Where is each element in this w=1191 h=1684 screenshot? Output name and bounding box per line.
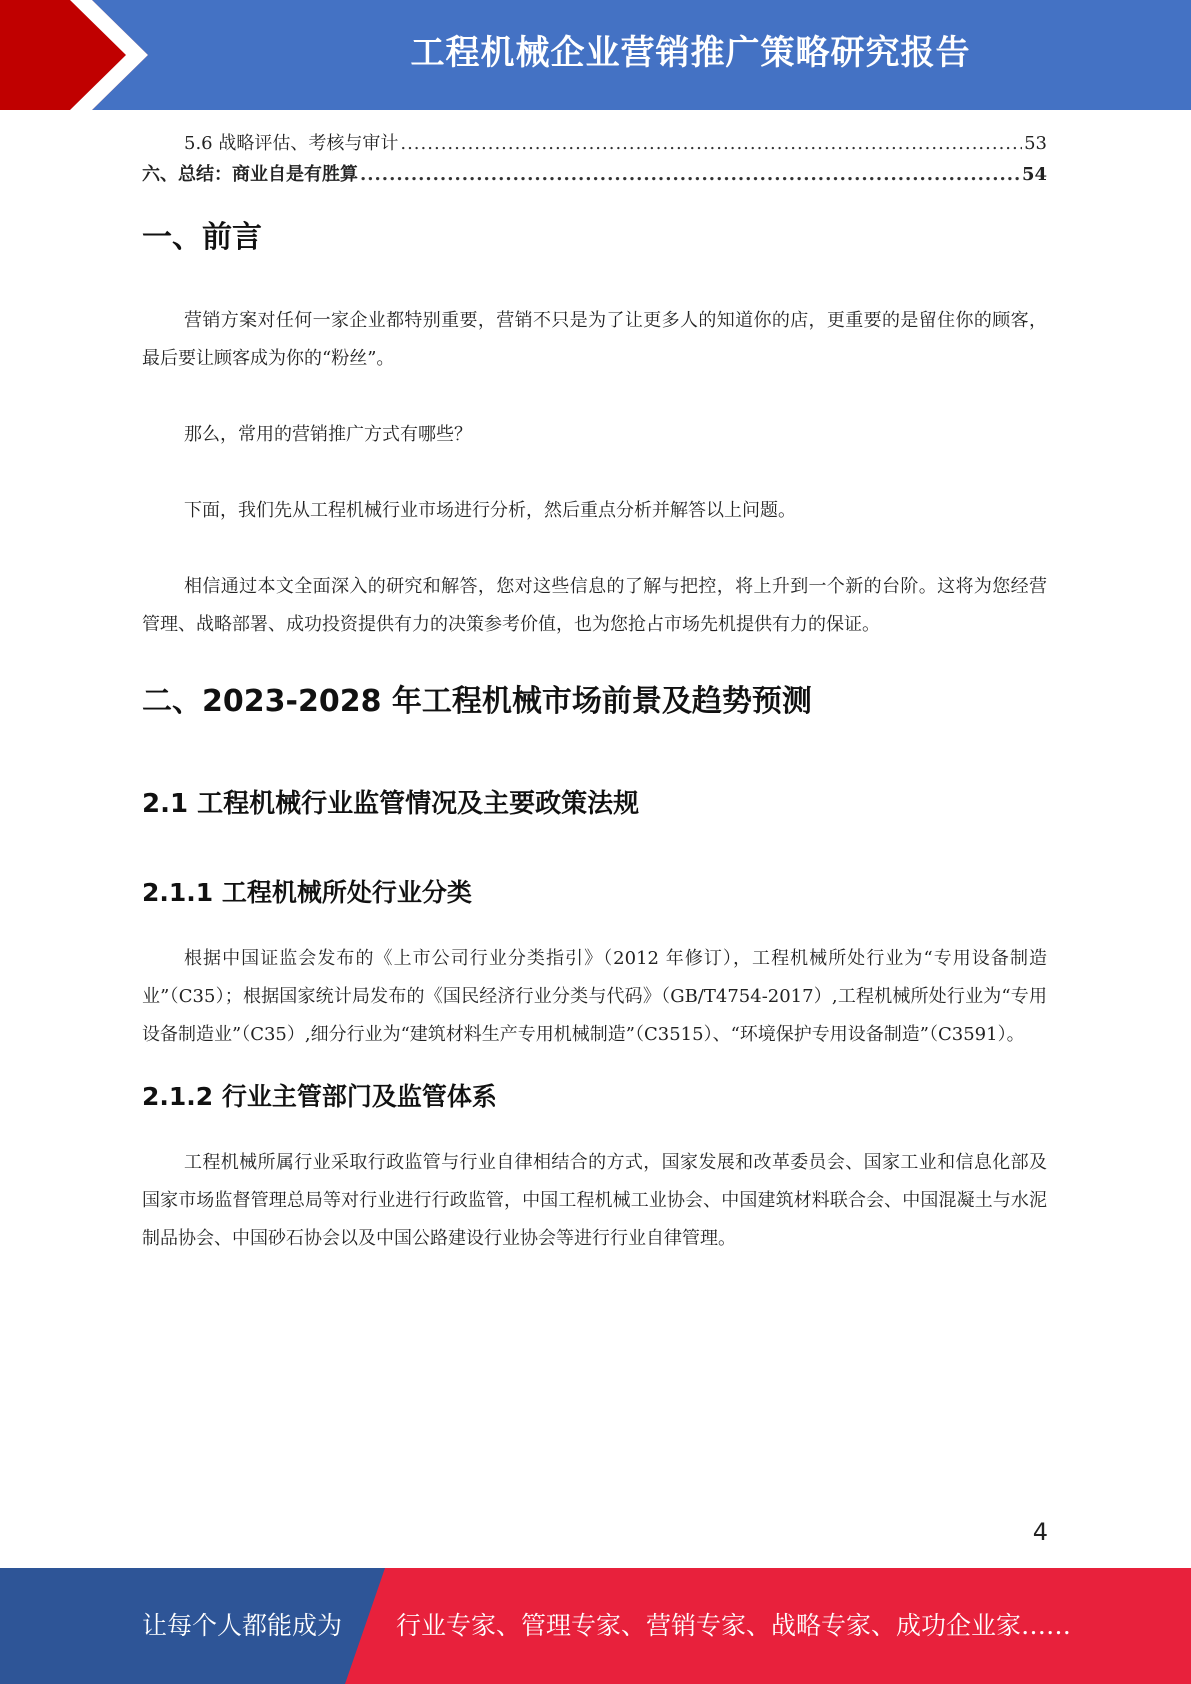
industry-classification-heading: 2.1.1 工程机械所处行业分类 <box>142 878 472 907</box>
table-of-contents <box>142 128 1047 190</box>
footer-slogan-right: 行业专家、管理专家、营销专家、战略专家、成功企业家…… <box>396 1611 1072 1640</box>
toc-entry-page: 54 <box>1021 164 1047 185</box>
regulatory-system-heading: 2.1.2 行业主管部门及监管体系 <box>142 1082 497 1111</box>
toc-entry[interactable] <box>142 159 1047 190</box>
regulatory-system-paragraph: 工程机械所属行业采取行政监管与行业自律相结合的方式，国家发展和改革委员会、国家工业和信息化部及国家市场监督管理总局等对行业进行行政监管，中国工程机械工业协会、中国建筑材料联合会、中国混凝土与水泥制品协会、中国砂石协会以及中国公路建设行业协会等进行行业自律管理。 <box>142 1152 1047 1249</box>
report-title: 工程机械企业营销推广策略研究报告 <box>410 33 971 73</box>
preface-paragraph: 下面，我们先从工程机械行业市场进行分析，然后重点分析并解答以上问题。 <box>184 500 796 521</box>
toc-entry-label: 5.6 战略评估、考核与审计 <box>184 133 399 154</box>
preface-paragraph: 相信通过本文全面深入的研究和解答，您对这些信息的了解与把控，将上升到一个新的台阶。这将为您经营管理、战略部署、成功投资提供有力的决策参考价值，也为您抢占市场先机提供有力的保证。 <box>142 576 1047 635</box>
toc-leader-dots <box>360 159 1020 190</box>
toc-entry-page: 53 <box>1024 133 1047 154</box>
market-forecast-heading: 二、2023-2028 年工程机械市场前景及趋势预测 <box>142 684 812 719</box>
preface-paragraph: 那么，常用的营销推广方式有哪些？ <box>184 424 472 445</box>
page-content <box>142 128 1047 1258</box>
regulation-policy-heading: 2.1 工程机械行业监管情况及主要政策法规 <box>142 789 640 819</box>
page-header <box>0 0 1191 110</box>
page-number: 4 <box>1032 1518 1048 1546</box>
preface-heading: 一、前言 <box>142 220 262 255</box>
toc-entry[interactable] <box>142 128 1047 159</box>
toc-leader-dots <box>400 128 1022 159</box>
header-red-chevron <box>0 0 148 110</box>
page-footer <box>0 1568 1191 1684</box>
footer-slogan-left: 让每个人都能成为 <box>142 1611 343 1640</box>
header-chevron-graphic <box>0 0 160 110</box>
preface-paragraph: 营销方案对任何一家企业都特别重要，营销不只是为了让更多人的知道你的店，更重要的是留住你的顾客，最后要让顾客成为你的“粉丝”。 <box>142 310 1047 369</box>
toc-entry-label: 六、总结：商业自是有胜算 <box>142 164 358 185</box>
industry-classification-paragraph: 根据中国证监会发布的《上市公司行业分类指引》（2012 年修订），工程机械所处行业为“专用设备制造业”（C35）；根据国家统计局发布的《国民经济行业分类与代码》（GB/T4754-2017）,工程机械所处行业为“专用设备制造业”（C35）,细分行业为“建筑材料生产专用机械制造”（C3515）、“环境保护专用设备制造”（C3591）。 <box>142 948 1047 1045</box>
